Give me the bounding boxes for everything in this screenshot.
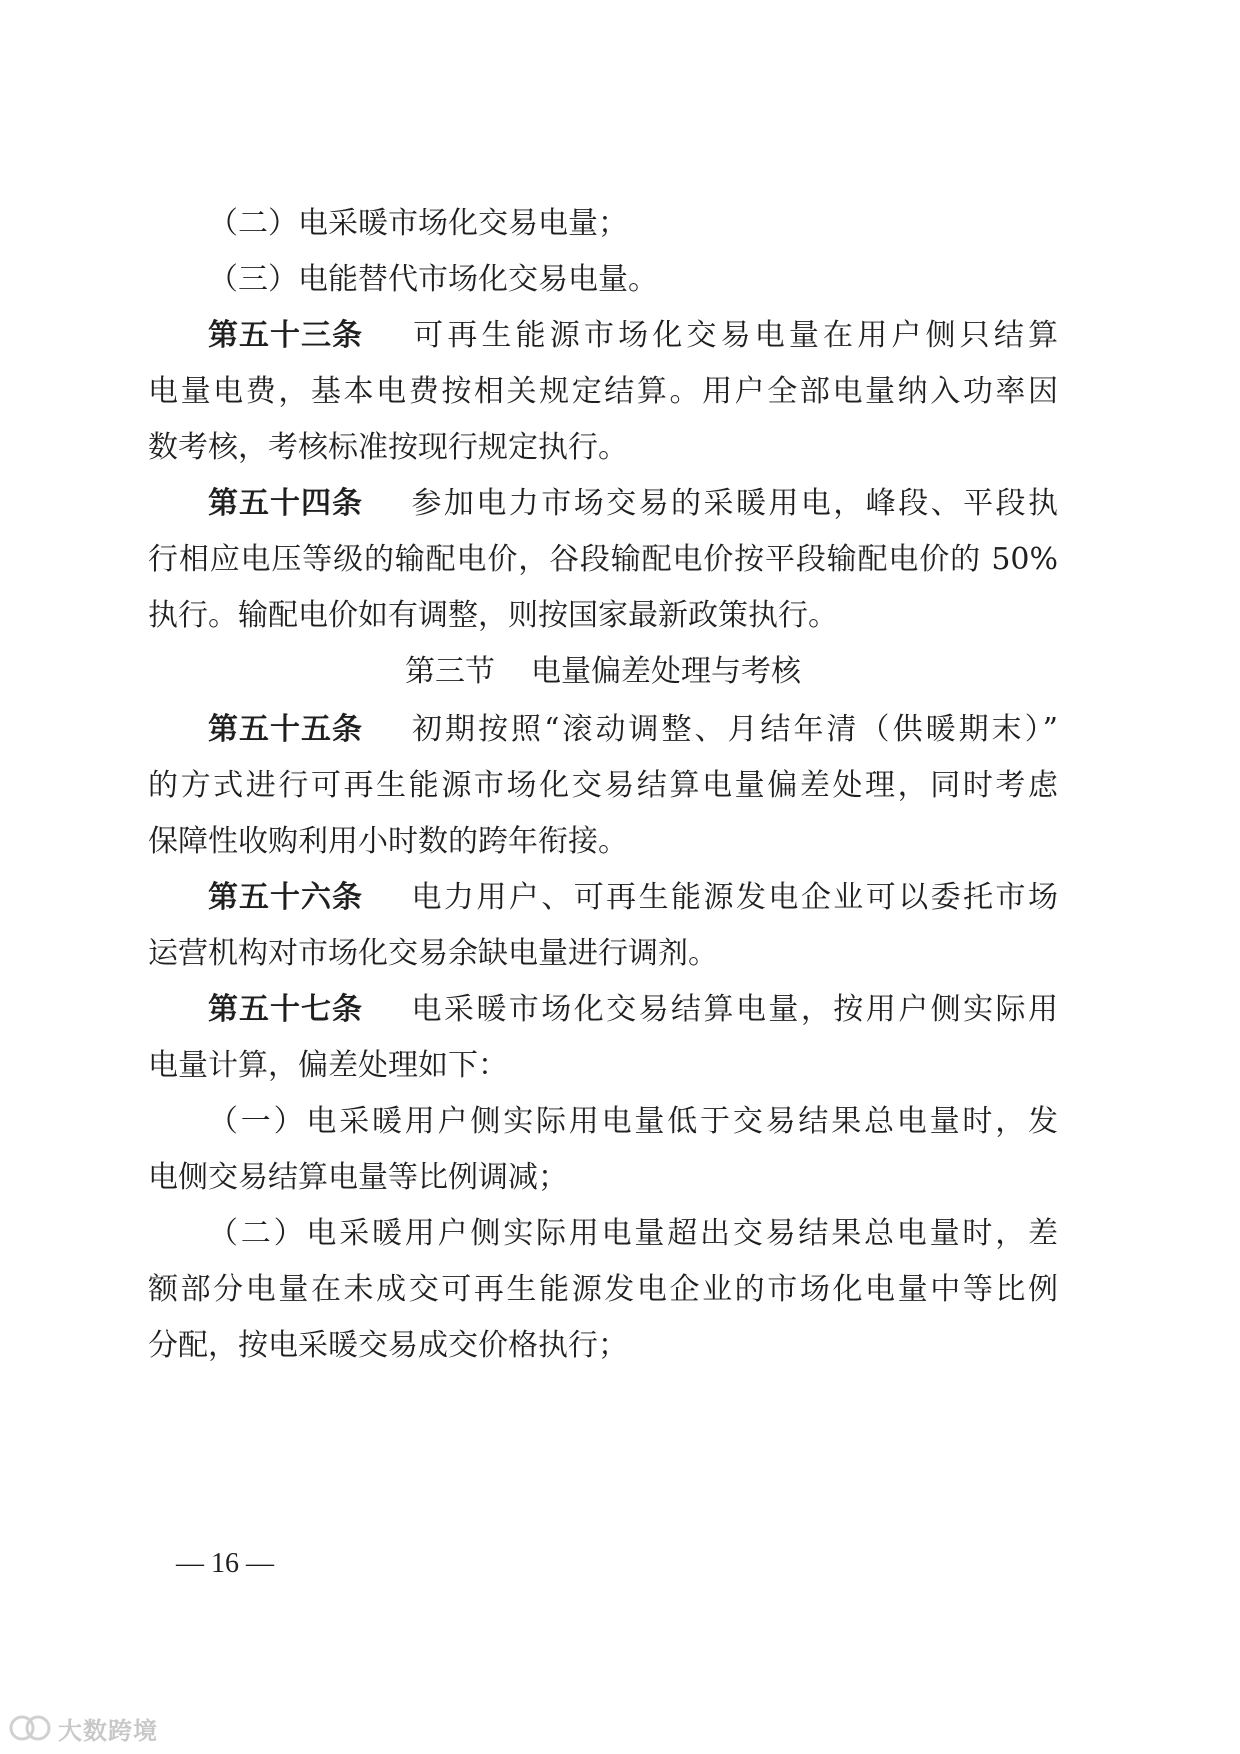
article-56-line-2: 运营机构对市场化交易余缺电量进行调剂。 <box>148 936 718 971</box>
list-item-3: （三）电能替代市场化交易电量。 <box>208 262 658 297</box>
article-56-first-line <box>208 870 1058 926</box>
article-53-text: 可再生能源市场化交易电量在用户侧只结算 <box>409 318 1058 353</box>
article-55-first-line <box>208 702 1058 758</box>
article-53-line-3: 数考核，考核标准按现行规定执行。 <box>148 430 628 465</box>
article-53-first-line <box>208 308 1058 364</box>
brand-logo-icon <box>8 1713 52 1743</box>
item-1-line-2: 电侧交易结算电量等比例调减； <box>148 1160 568 1195</box>
item-2-line-3: 分配，按电采暖交易成交价格执行； <box>148 1328 628 1363</box>
article-53-label: 第五十三条 <box>208 318 363 353</box>
article-55-text: 初期按照“滚动调整、月结年清（供暖期末）” <box>409 712 1058 747</box>
article-54-line-2: 行相应电压等级的输配电价，谷段输配电价按平段输配电价的 50% <box>148 542 1058 577</box>
article-54-line-3: 执行。输配电价如有调整，则按国家最新政策执行。 <box>148 598 838 633</box>
article-57-label: 第五十七条 <box>208 992 363 1027</box>
article-54-first-line <box>208 476 1058 532</box>
item-1-first-line: （一）电采暖用户侧实际用电量低于交易结果总电量时，发 <box>208 1104 1058 1139</box>
watermark-text: 大数跨境 <box>58 1716 158 1745</box>
watermark <box>8 1708 158 1748</box>
article-56-text: 电力用户、可再生能源发电企业可以委托市场 <box>409 880 1058 915</box>
section-title: 电量偏差处理与考核 <box>531 654 801 689</box>
article-57-line-2: 电量计算，偏差处理如下： <box>148 1048 508 1083</box>
article-57-first-line <box>208 982 1058 1038</box>
article-57-text: 电采暖市场化交易结算电量，按用户侧实际用 <box>409 992 1058 1027</box>
section-number: 第三节 <box>405 654 495 689</box>
article-54-label: 第五十四条 <box>208 486 363 521</box>
item-2-line-2: 额部分电量在未成交可再生能源发电企业的市场化电量中等比例 <box>148 1272 1058 1307</box>
section-heading <box>148 644 1058 700</box>
article-55-line-2: 的方式进行可再生能源市场化交易结算电量偏差处理，同时考虑 <box>148 768 1058 803</box>
article-56-label: 第五十六条 <box>208 880 363 915</box>
article-54-text: 参加电力市场交易的采暖用电，峰段、平段执 <box>409 486 1058 521</box>
article-55-line-3: 保障性收购利用小时数的跨年衔接。 <box>148 824 628 859</box>
article-53-line-2: 电量电费，基本电费按相关规定结算。用户全部电量纳入功率因 <box>148 374 1058 409</box>
page-number: — 16 — <box>176 1548 274 1579</box>
list-item-2: （二）电采暖市场化交易电量； <box>208 206 628 241</box>
item-2-first-line: （二）电采暖用户侧实际用电量超出交易结果总电量时，差 <box>208 1216 1058 1251</box>
article-55-label: 第五十五条 <box>208 712 363 747</box>
